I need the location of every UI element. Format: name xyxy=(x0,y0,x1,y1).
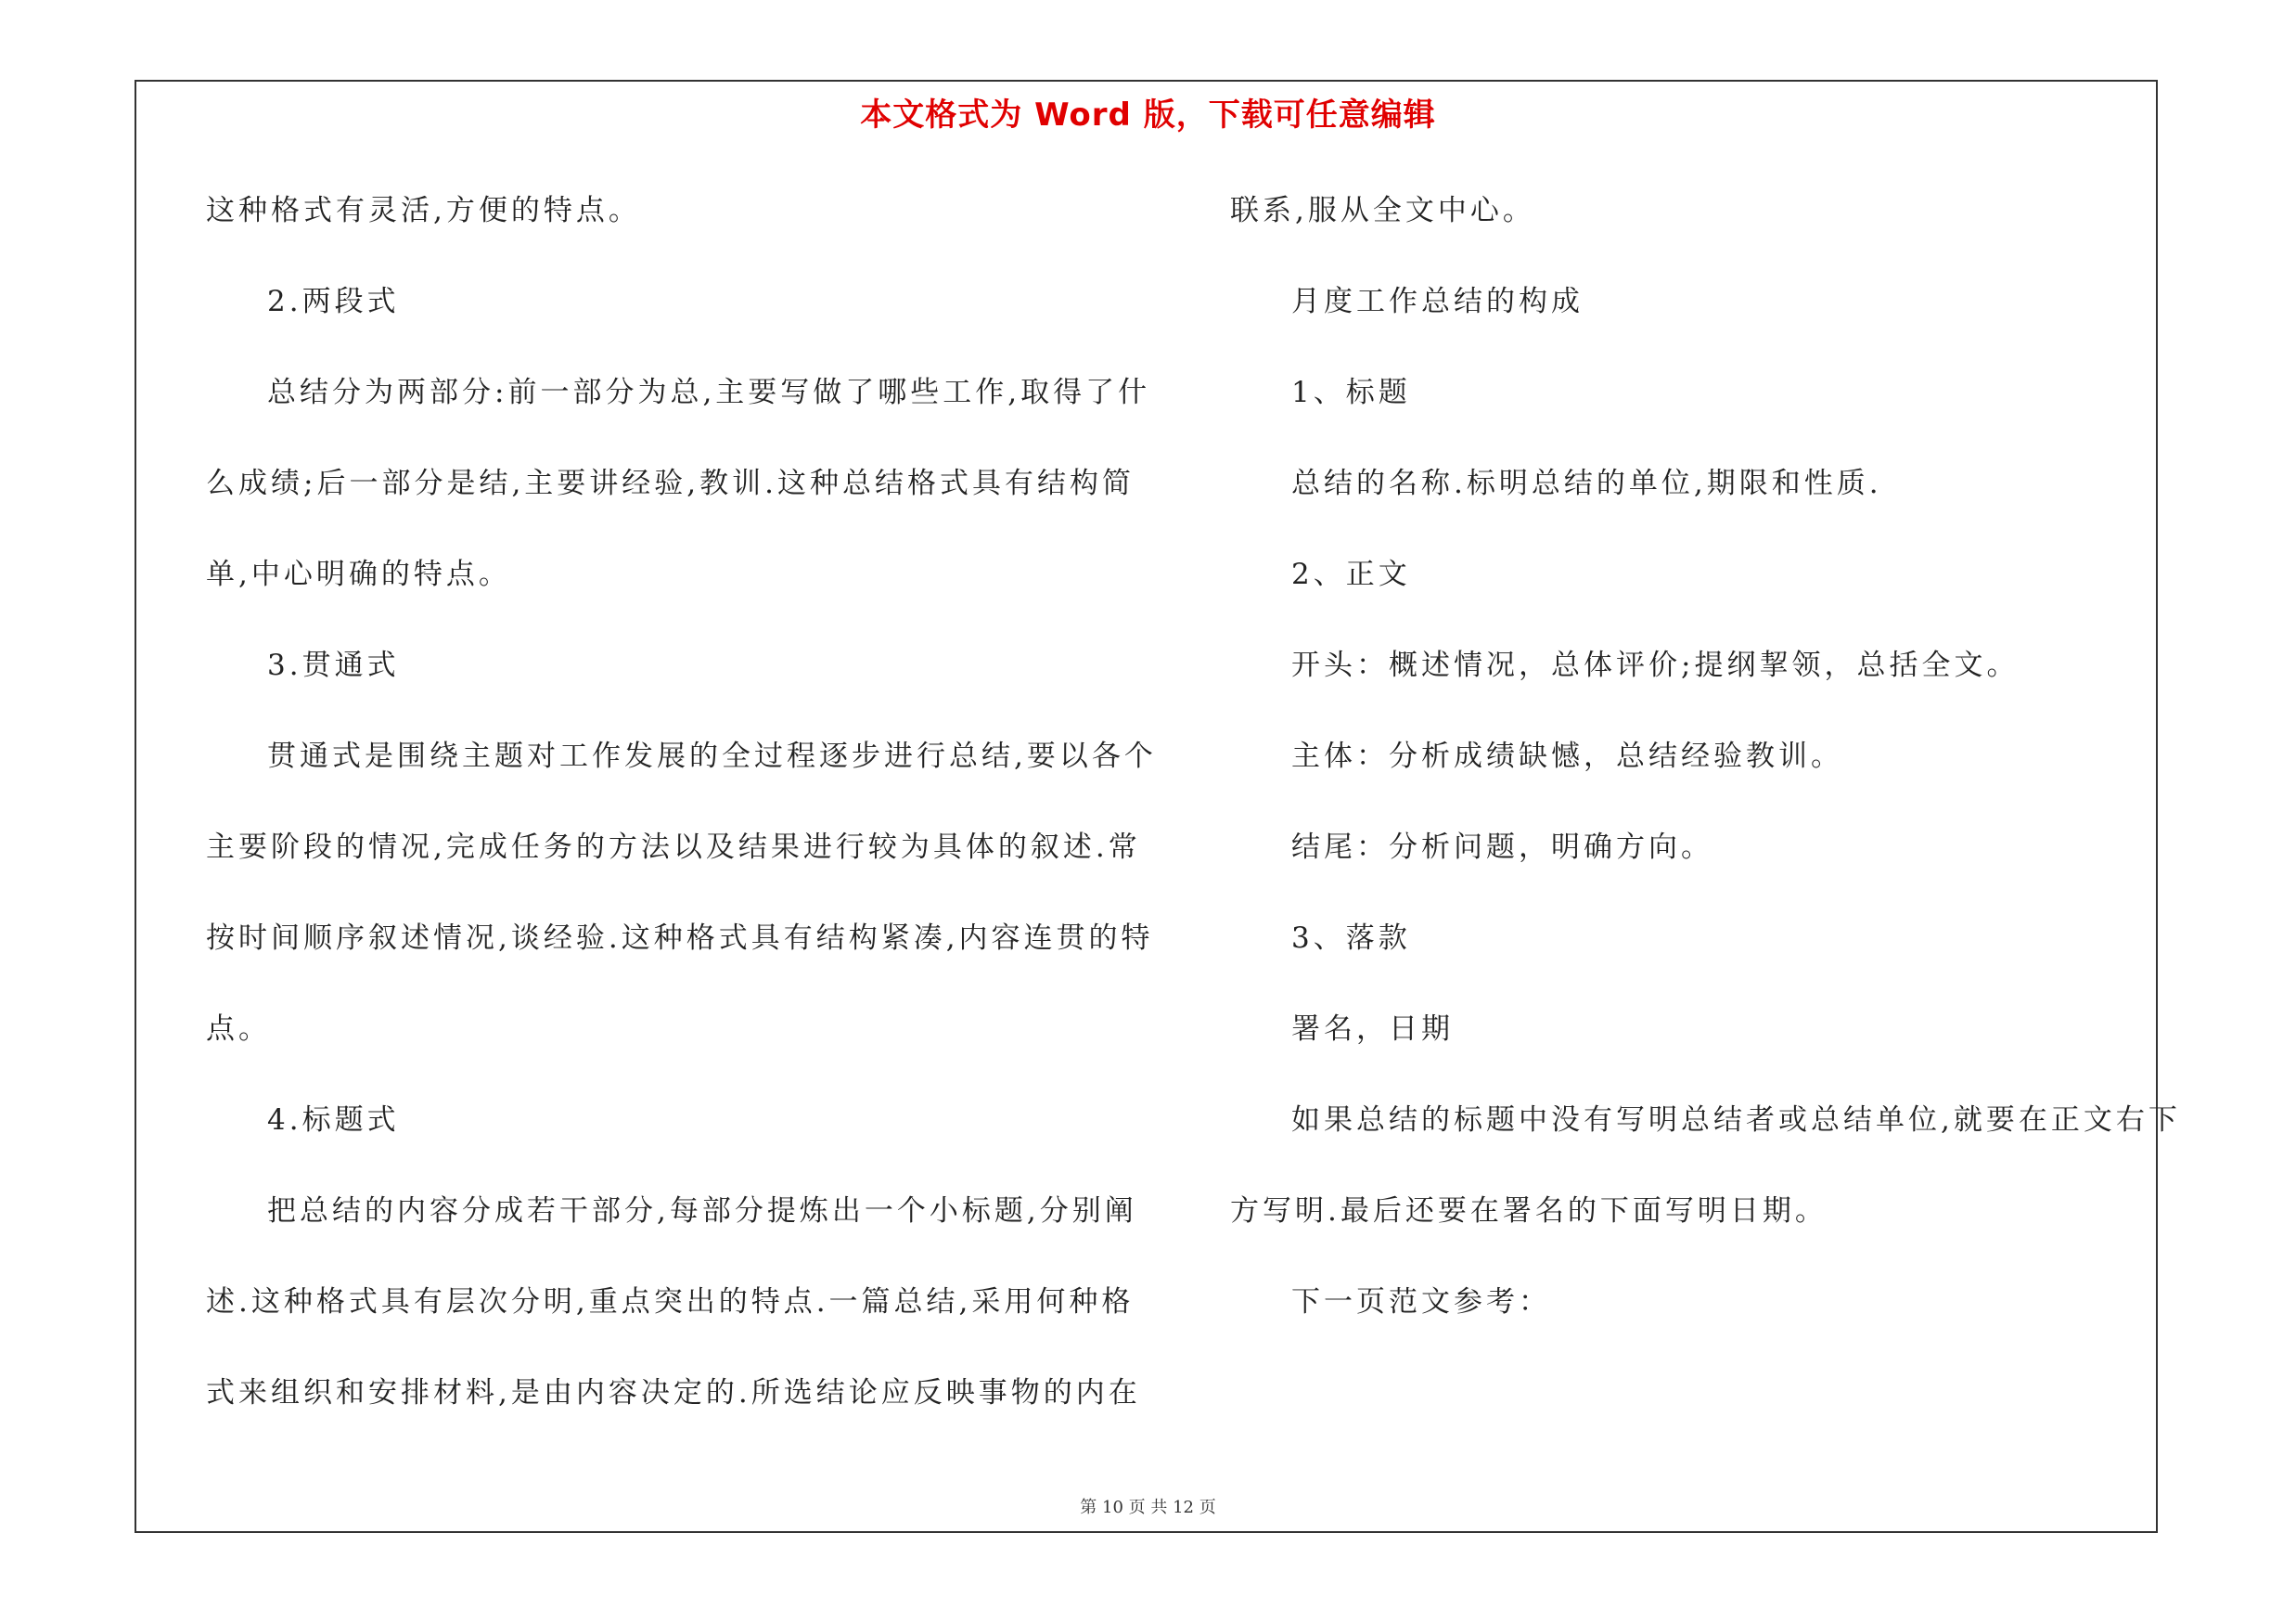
section-heading: 2、正文 xyxy=(1291,558,1411,591)
section-heading: 2.两段式 xyxy=(267,285,400,318)
paragraph-line: 主要阶段的情况,完成任务的方法以及结果进行较为具体的叙述.常 xyxy=(206,831,1141,864)
paragraph-line: 开头：概述情况，总体评价;提纲挈领，总括全文。 xyxy=(1291,649,2020,682)
paragraph-line: 总结分为两部分:前一部分为总,主要写做了哪些工作,取得了什 xyxy=(267,376,1151,409)
section-heading: 1、标题 xyxy=(1291,376,1411,409)
paragraph-line: 署名，日期 xyxy=(1291,1012,1454,1046)
paragraph-line: 下一页范文参考： xyxy=(1291,1285,1551,1319)
paragraph-line: 把总结的内容分成若干部分,每部分提炼出一个小标题,分别阐 xyxy=(267,1194,1137,1228)
paragraph-line: 贯通式是围绕主题对工作发展的全过程逐步进行总结,要以各个 xyxy=(267,740,1157,773)
paragraph-line: 点。 xyxy=(206,1012,271,1046)
paragraph-line: 主体：分析成绩缺憾，总结经验教训。 xyxy=(1291,740,1843,773)
page-number-footer: 第 10 页 共 12 页 xyxy=(1080,1498,1216,1517)
paragraph-line: 式来组织和安排材料,是由内容决定的.所选结论应反映事物的内在 xyxy=(206,1376,1141,1410)
section-heading: 3、落款 xyxy=(1291,921,1411,955)
paragraph-line: 联系,服从全文中心。 xyxy=(1230,194,1535,227)
paragraph-line: 如果总结的标题中没有写明总结者或总结单位,就要在正文右下 xyxy=(1291,1103,2181,1137)
section-heading: 3.贯通式 xyxy=(267,649,400,682)
section-heading: 4.标题式 xyxy=(267,1103,400,1137)
paragraph-line: 方写明.最后还要在署名的下面写明日期。 xyxy=(1230,1194,1828,1228)
paragraph-line: 按时间顺序叙述情况,谈经验.这种格式具有结构紧凑,内容连贯的特 xyxy=(206,921,1154,955)
paragraph-line: 么成绩;后一部分是结,主要讲经验,教训.这种总结格式具有结构简 xyxy=(206,467,1135,500)
paragraph-line: 这种格式有灵活,方便的特点。 xyxy=(206,194,641,227)
paragraph-line: 结尾：分析问题，明确方向。 xyxy=(1291,831,1713,864)
right-column xyxy=(1230,184,2181,1366)
paragraph-line: 述.这种格式具有层次分明,重点突出的特点.一篇总结,采用何种格 xyxy=(206,1285,1135,1319)
word-format-banner: 本文格式为 Word 版，下载可任意编辑 xyxy=(860,97,1436,134)
paragraph-line: 总结的名称.标明总结的单位,期限和性质. xyxy=(1291,467,1882,500)
paragraph-line: 单,中心明确的特点。 xyxy=(206,558,511,591)
section-heading: 月度工作总结的构成 xyxy=(1291,285,1584,318)
left-column xyxy=(206,184,1157,1457)
